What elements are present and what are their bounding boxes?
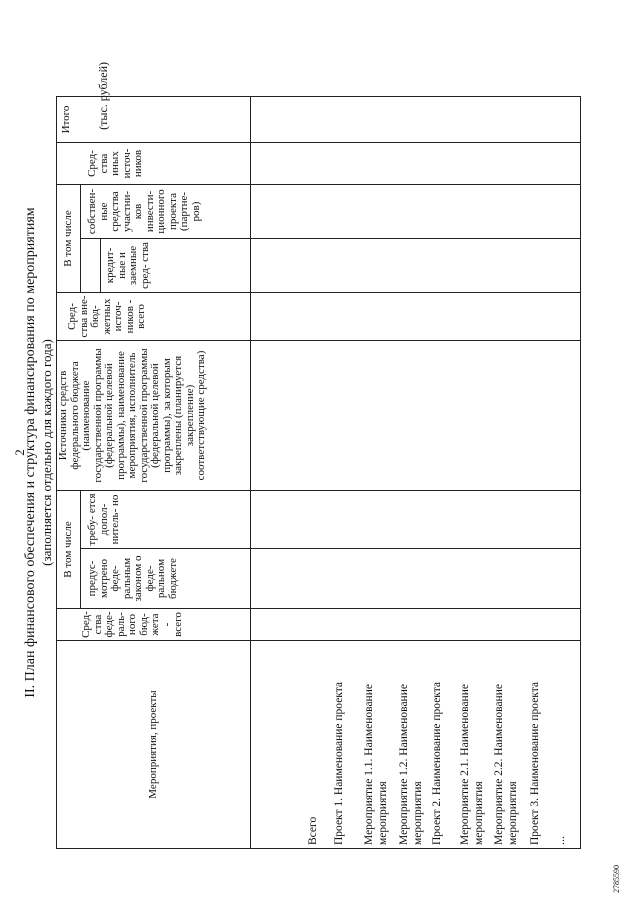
footer-code: 2785590: [612, 865, 621, 893]
header-sources: Источники средств федерального бюджета (наименование государственной программы (федеральной целевой программы), наименование мероприятия, исполнитель государственной программы (федеральной целевой программы), за которым закреплены (планируется закрепление) соответствующие средства): [57, 341, 251, 491]
row-activity-1-1: Мероприятие 1.1. Наименование мероприятия: [363, 684, 389, 845]
units-label: (тыс. рублей): [96, 62, 110, 130]
header-extrabudget-total: Сред- ства вне- бюд- жетных источ- ников - всего: [57, 293, 251, 341]
body-other: [251, 143, 581, 185]
header-including-1: В том числе: [57, 491, 81, 609]
body-required: [251, 491, 581, 549]
header-provided: предус- мотрено феде- ральным законом о феде- ральном бюджете: [81, 549, 251, 609]
header-federal-total: Сред- ства феде- раль- ного бюд- жета - всего: [57, 609, 251, 641]
row-project-2: Проект 2. Наименование проекта: [431, 681, 443, 845]
body-credit: [251, 239, 581, 293]
body-sources: [251, 341, 581, 491]
row-activity-2-2: Мероприятие 2.2. Наименование мероприятия: [493, 684, 519, 845]
row-activity-2-1: Мероприятие 2.1. Наименование мероприятия: [459, 684, 485, 845]
header-credit-spacer: [81, 239, 101, 293]
row-ellipsis: ...: [553, 836, 567, 845]
row-total: Всего: [307, 816, 319, 845]
header-required: требу- ется допол- нитель- но: [81, 491, 251, 549]
header-total: Итого: [57, 97, 251, 143]
body-extrabudget-total: [251, 293, 581, 341]
body-provided: [251, 549, 581, 609]
row-project-1: Проект 1. Наименование проекта: [333, 681, 345, 845]
body-federal-total: [251, 609, 581, 641]
row-project-3: Проект 3. Наименование проекта: [529, 681, 541, 845]
body-total: [251, 97, 581, 143]
row-activity-1-2: Мероприятие 1.2. Наименование мероприятия: [398, 684, 424, 845]
header-credit: кредит- ные и заемные сред- ства: [101, 239, 251, 293]
header-own-funds: собствен- ные средства участни- ков инвести- ционного проекта (партне- ров): [81, 185, 251, 239]
page-title: II. План финансового обеспечения и структура финансирования по мероприятиям: [23, 207, 38, 698]
header-including-2: В том числе: [57, 185, 81, 293]
body-own: [251, 185, 581, 239]
page-subtitle: (заполняется отдельно для каждого года): [39, 339, 54, 566]
header-other-sources: Сред- ства иных источ- ников: [57, 143, 251, 185]
page-number: 2: [12, 449, 27, 456]
header-activities: Мероприятия, проекты: [57, 641, 251, 849]
